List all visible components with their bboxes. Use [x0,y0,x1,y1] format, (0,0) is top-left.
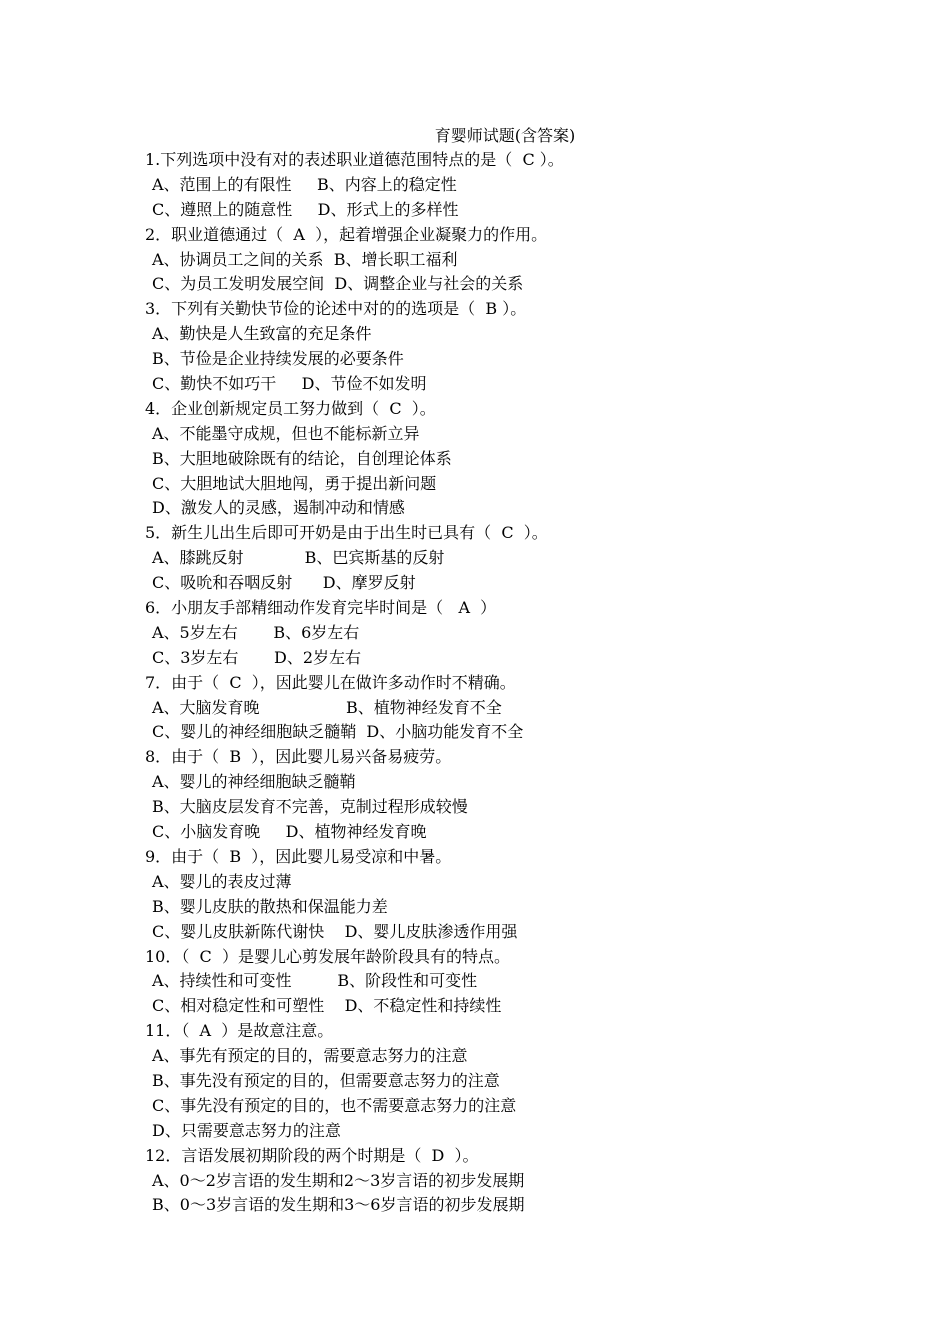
option-line: A、大脑发育晚 B、植物神经发育不全 [152,697,502,717]
question-text: 5．新生儿出生后即可开奶是由于出生时已具有（ C ）。 [145,523,548,543]
document-title: 育婴师试题(含答案) [434,126,576,145]
option-line: C、遵照上的随意性 D、形式上的多样性 [152,199,459,219]
option-line: C、事先没有预定的目的，也不需要意志努力的注意 [152,1095,517,1115]
option-line: D、激发人的灵感，遏制冲动和情感 [152,498,405,518]
option-line: A、婴儿的神经细胞缺乏髓鞘 [152,772,356,792]
option-line: C、相对稳定性和可塑性 D、不稳定性和持续性 [152,996,502,1016]
question-text: 1.下列选项中没有对的表述职业道德范围特点的是（ C ）。 [145,150,564,169]
option-line: C、吸吮和吞咽反射 D、摩罗反射 [152,573,416,593]
question-text: 4．企业创新规定员工努力做到（ C ）。 [145,398,436,418]
option-line: C、3岁左右 D、2岁左右 [152,647,362,667]
option-line: C、大胆地试大胆地闯，勇于提出新问题 [152,473,437,493]
option-line: B、节俭是企业持续发展的必要条件 [152,349,404,369]
option-line: C、小脑发育晚 D、植物神经发育晚 [152,822,427,842]
option-line: C、婴儿的神经细胞缺乏髓鞘 D、小脑功能发育不全 [152,722,524,742]
option-line: A、协调员工之间的关系 B、增长职工福利 [152,249,458,269]
option-line: A、事先有预定的目的，需要意志努力的注意 [152,1046,468,1066]
option-line: A、范围上的有限性 B、内容上的稳定性 [152,174,457,194]
option-line: B、0～3岁言语的发生期和3～6岁言语的初步发展期 [152,1195,525,1215]
option-line: B、事先没有预定的目的，但需要意志努力的注意 [152,1070,500,1090]
option-line: B、大脑皮层发育不完善，克制过程形成较慢 [152,797,468,817]
question-list [145,148,905,1218]
option-line: C、为员工发明发展空间 D、调整企业与社会的关系 [152,274,524,294]
question-text: 11．（ A ）是故意注意。 [145,1021,334,1041]
option-line: D、只需要意志努力的注意 [152,1120,341,1140]
question-text: 2．职业道德通过（ A ），起着增强企业凝聚力的作用。 [145,224,548,244]
option-line: C、勤快不如巧干 D、节俭不如发明 [152,374,427,394]
question-text: 10．（ C ）是婴儿心剪发展年龄阶段具有的特点。 [145,946,510,966]
option-line: A、持续性和可变性 B、阶段性和可变性 [152,971,478,991]
question-text: 3．下列有关勤快节俭的论述中对的的选项是（ B ）。 [145,299,527,319]
option-line: B、婴儿皮肤的散热和保温能力差 [152,896,388,916]
option-line: A、勤快是人生致富的充足条件 [152,324,372,344]
option-line: C、婴儿皮肤新陈代谢快 D、婴儿皮肤渗透作用强 [152,921,518,941]
question-text: 6．小朋友手部精细动作发育完毕时间是（ A ） [145,598,497,618]
question-text: 12．言语发展初期阶段的两个时期是（ D ）。 [145,1145,479,1165]
option-line: A、婴儿的表皮过薄 [152,871,292,891]
option-line: B、大胆地破除既有的结论，自创理论体系 [152,448,452,468]
option-line: A、膝跳反射 B、巴宾斯基的反射 [152,548,445,568]
option-line: A、5岁左右 B、6岁左右 [152,622,360,642]
option-line: A、不能墨守成规，但也不能标新立异 [152,423,420,443]
option-line: A、0～2岁言语的发生期和2～3岁言语的初步发展期 [152,1170,525,1190]
question-text: 9．由于（ B ），因此婴儿易受凉和中暑。 [145,846,452,866]
question-text: 7．由于（ C ），因此婴儿在做许多动作时不精确。 [145,672,516,692]
question-text: 8．由于（ B ），因此婴儿易兴备易疲劳。 [145,747,452,767]
